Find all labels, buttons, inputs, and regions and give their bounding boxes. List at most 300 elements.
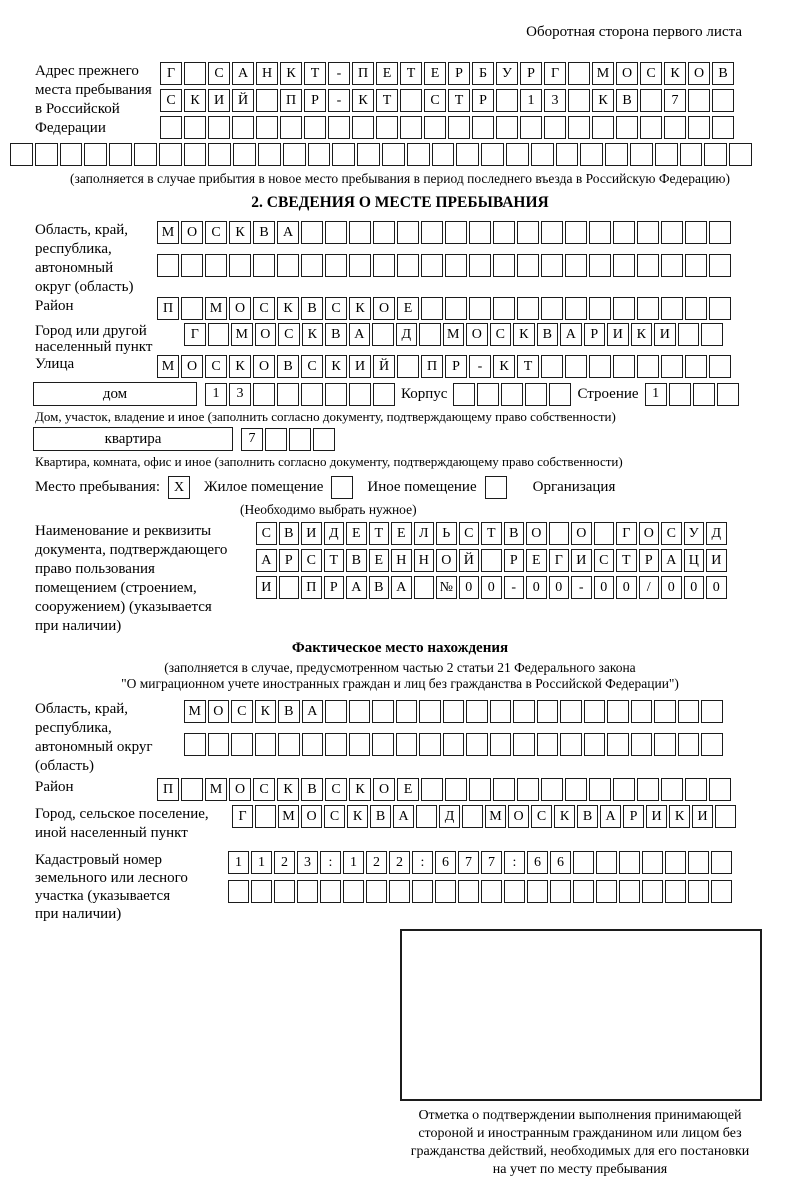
char-box [517, 254, 539, 277]
char-box: С [301, 355, 323, 378]
char-box: Р [472, 89, 494, 112]
char-box [685, 254, 707, 277]
section2-title: 2. СВЕДЕНИЯ О МЕСТЕ ПРЕБЫВАНИЯ [251, 194, 549, 211]
char-box: 6 [550, 851, 571, 874]
char-box [531, 143, 554, 166]
char-box [84, 143, 107, 166]
char-box: 7 [241, 428, 263, 451]
char-box: С [640, 62, 662, 85]
label-line: автономный округ [35, 739, 153, 756]
s2-oblast-label [35, 221, 157, 297]
label-line: Федерации [35, 120, 106, 136]
char-row [184, 323, 723, 346]
char-box: Е [391, 522, 412, 545]
label-line: Область, край, [35, 222, 129, 238]
char-box [485, 476, 507, 499]
char-box [637, 778, 659, 801]
char-row [241, 428, 335, 451]
char-box [616, 116, 638, 139]
char-box [283, 143, 306, 166]
char-box [181, 297, 203, 320]
char-box [184, 116, 206, 139]
char-box [573, 880, 594, 903]
char-box: Т [324, 549, 345, 572]
char-box [661, 221, 683, 244]
char-box [493, 221, 515, 244]
char-box [445, 297, 467, 320]
char-box: К [277, 297, 299, 320]
char-box: : [320, 851, 341, 874]
char-box: 7 [664, 89, 686, 112]
char-box [400, 116, 422, 139]
label-line: Наименование и реквизиты [35, 523, 212, 540]
char-box [301, 254, 323, 277]
char-box [661, 355, 683, 378]
char-box: Е [369, 549, 390, 572]
char-box: 7 [481, 851, 502, 874]
char-box [701, 733, 723, 756]
char-box: / [639, 576, 660, 599]
char-box [251, 880, 272, 903]
char-box: М [205, 778, 227, 801]
char-box [589, 221, 611, 244]
char-box: Г [232, 805, 253, 828]
char-row [228, 880, 732, 903]
char-box [448, 116, 470, 139]
char-box [544, 116, 566, 139]
s2-raion-label: Район [35, 298, 74, 314]
char-box: С [459, 522, 480, 545]
option-inoe-label: Иное помещение [367, 479, 477, 496]
char-box [160, 116, 182, 139]
char-box: М [231, 323, 253, 346]
char-box [416, 805, 437, 828]
dom-caption: Дом, участок, владение и иное (заполнить согласно документу, подтверждающему право собственности) [35, 409, 616, 425]
kadastr-grid [228, 851, 732, 903]
char-box [490, 700, 512, 723]
char-box: О [208, 700, 230, 723]
char-box [421, 778, 443, 801]
char-box [493, 254, 515, 277]
char-box [208, 323, 230, 346]
char-box [458, 880, 479, 903]
char-box [709, 778, 731, 801]
char-box: В [616, 89, 638, 112]
char-box: Т [616, 549, 637, 572]
char-box: Р [639, 549, 660, 572]
char-box: 1 [205, 383, 227, 406]
caption-line: Отметка о подтверждении выполнения принимающей [418, 1108, 742, 1124]
char-box: К [229, 221, 251, 244]
char-box: В [301, 778, 323, 801]
char-box: Р [324, 576, 345, 599]
char-box [389, 880, 410, 903]
char-box [613, 355, 635, 378]
char-box [640, 89, 662, 112]
char-box: К [280, 62, 302, 85]
label-line: земельного или лесного [35, 870, 188, 887]
char-box: 0 [459, 576, 480, 599]
char-box [709, 221, 731, 244]
char-box [157, 254, 179, 277]
char-box: А [600, 805, 621, 828]
char-box [373, 254, 395, 277]
char-box: О [181, 355, 203, 378]
char-box: О [301, 805, 322, 828]
char-box [541, 297, 563, 320]
char-box [469, 254, 491, 277]
char-box [688, 851, 709, 874]
char-box [665, 851, 686, 874]
char-box: Р [448, 62, 470, 85]
char-row [228, 851, 732, 874]
char-box [481, 549, 502, 572]
char-box: М [184, 700, 206, 723]
char-box [584, 733, 606, 756]
s2-dom-row [33, 382, 800, 406]
char-box [607, 700, 629, 723]
char-box [325, 700, 347, 723]
char-box [589, 778, 611, 801]
fakt-oblast-grid [184, 700, 723, 756]
stamp-caption [345, 1107, 800, 1179]
char-box: Р [520, 62, 542, 85]
s2-gorod-label [35, 323, 184, 355]
char-box [274, 880, 295, 903]
char-box [432, 143, 455, 166]
char-box [228, 880, 249, 903]
char-box: А [349, 323, 371, 346]
char-box [678, 733, 700, 756]
char-box [688, 116, 710, 139]
char-box [589, 355, 611, 378]
char-box [501, 383, 523, 406]
char-row [184, 733, 723, 756]
char-box [445, 778, 467, 801]
char-box [256, 116, 278, 139]
char-box [253, 383, 275, 406]
char-box [396, 733, 418, 756]
char-box [678, 700, 700, 723]
char-box [520, 116, 542, 139]
char-box: Ц [684, 549, 705, 572]
char-box [445, 254, 467, 277]
char-box [685, 221, 707, 244]
char-box [184, 143, 207, 166]
char-box: С [205, 221, 227, 244]
char-box [277, 254, 299, 277]
char-box [184, 733, 206, 756]
char-box [325, 383, 347, 406]
char-box: С [325, 778, 347, 801]
char-box: Е [424, 62, 446, 85]
s2-ulitsa-label: Улица [35, 356, 75, 372]
label-line: места пребывания [35, 82, 152, 98]
char-box: 6 [435, 851, 456, 874]
char-box [541, 355, 563, 378]
char-box [349, 221, 371, 244]
char-box [496, 116, 518, 139]
char-box [717, 383, 739, 406]
char-box: П [280, 89, 302, 112]
char-box: С [424, 89, 446, 112]
s2-raion-row [35, 297, 800, 320]
note-line: "О миграционном учете иностранных граждан и лиц без гражданства в Российской Федерации") [121, 676, 679, 692]
char-box: 3 [544, 89, 566, 112]
char-box [10, 143, 33, 166]
char-box [466, 733, 488, 756]
char-box: Н [256, 62, 278, 85]
char-box: С [278, 323, 300, 346]
char-box: О [229, 778, 251, 801]
char-box [421, 221, 443, 244]
char-box [565, 355, 587, 378]
char-box [372, 323, 394, 346]
char-box [527, 880, 548, 903]
prev-address-note: (заполняется в случае прибытия в новое место пребывания в период последнего въезда в Российскую Федерацию) [69, 171, 731, 186]
char-box [349, 733, 371, 756]
char-box: Е [346, 522, 367, 545]
char-box: М [157, 355, 179, 378]
char-box: В [278, 700, 300, 723]
char-box: Л [414, 522, 435, 545]
document-label [35, 522, 256, 636]
char-box [504, 880, 525, 903]
char-box [181, 778, 203, 801]
char-box [605, 143, 628, 166]
char-box: У [684, 522, 705, 545]
char-box: И [256, 576, 277, 599]
label-line: населенный пункт [35, 339, 153, 355]
char-box [631, 700, 653, 723]
char-box: А [302, 700, 324, 723]
char-box: 0 [481, 576, 502, 599]
char-box [607, 733, 629, 756]
char-box [580, 143, 603, 166]
s2-kvartira-row [33, 427, 800, 451]
char-box [506, 143, 529, 166]
char-box: П [352, 62, 374, 85]
char-box [709, 297, 731, 320]
char-box: 3 [229, 383, 251, 406]
char-box: И [692, 805, 713, 828]
char-box [208, 116, 230, 139]
char-box: Р [584, 323, 606, 346]
char-box [493, 297, 515, 320]
char-row-full-width [10, 143, 800, 166]
page-side-note: Оборотная сторона первого листа [526, 24, 742, 40]
char-box: 0 [526, 576, 547, 599]
char-box [412, 880, 433, 903]
char-box [565, 778, 587, 801]
char-row [645, 383, 739, 406]
char-box: 3 [297, 851, 318, 874]
fakt-kadastr-row [35, 851, 800, 923]
char-box: К [349, 297, 371, 320]
char-box [331, 476, 353, 499]
char-box [308, 143, 331, 166]
char-box: Й [232, 89, 254, 112]
char-row [157, 297, 731, 320]
char-box: К [493, 355, 515, 378]
char-box: И [571, 549, 592, 572]
char-box [568, 62, 590, 85]
char-box: А [661, 549, 682, 572]
char-box: С [324, 805, 345, 828]
label-line: сооружением) (указывается [35, 599, 212, 616]
char-box [256, 89, 278, 112]
char-box: О [373, 778, 395, 801]
char-box: К [302, 323, 324, 346]
label-line: иной населенный пункт [35, 825, 188, 842]
char-box [325, 221, 347, 244]
char-box [352, 116, 374, 139]
char-box: Г [616, 522, 637, 545]
char-box [159, 143, 182, 166]
char-box [109, 143, 132, 166]
char-box: И [654, 323, 676, 346]
char-box [594, 522, 615, 545]
char-box: Т [304, 62, 326, 85]
char-row [160, 89, 734, 112]
char-box: К [347, 805, 368, 828]
char-box [372, 700, 394, 723]
char-box: В [325, 323, 347, 346]
char-box: 1 [251, 851, 272, 874]
char-box [301, 221, 323, 244]
char-box [613, 221, 635, 244]
char-box: К [184, 89, 206, 112]
char-box: К [513, 323, 535, 346]
char-box: И [301, 522, 322, 545]
char-box [258, 143, 281, 166]
char-box: 1 [343, 851, 364, 874]
char-box: О [255, 323, 277, 346]
char-box: 0 [706, 576, 727, 599]
char-box [537, 700, 559, 723]
caption-line: гражданства действий, необходимых для его постановки [410, 1144, 750, 1160]
caption-line: на учет по месту пребывания [492, 1162, 668, 1178]
char-box [565, 221, 587, 244]
char-box: О [373, 297, 395, 320]
char-box: Й [459, 549, 480, 572]
char-box [332, 143, 355, 166]
char-box: : [412, 851, 433, 874]
char-box [560, 733, 582, 756]
label-line: при наличии) [35, 618, 122, 635]
char-box [661, 297, 683, 320]
char-box: С [256, 522, 277, 545]
label-line: автономный [35, 260, 114, 276]
char-box: Е [526, 549, 547, 572]
char-box [654, 733, 676, 756]
char-box [421, 254, 443, 277]
char-box [325, 733, 347, 756]
char-box: Р [279, 549, 300, 572]
char-box [589, 254, 611, 277]
char-box [424, 116, 446, 139]
char-box [481, 880, 502, 903]
prev-address-label [35, 62, 160, 138]
char-box: Г [549, 549, 570, 572]
char-box: О [253, 355, 275, 378]
char-box [289, 428, 311, 451]
char-box [550, 880, 571, 903]
char-box: В [253, 221, 275, 244]
char-box: 0 [594, 576, 615, 599]
char-box [655, 143, 678, 166]
char-box: И [607, 323, 629, 346]
char-box [712, 89, 734, 112]
char-row [453, 383, 571, 406]
label-line: Область, край, [35, 701, 129, 718]
char-box: Д [439, 805, 460, 828]
char-box: И [208, 89, 230, 112]
char-box: К [631, 323, 653, 346]
char-box [469, 778, 491, 801]
char-box [233, 143, 256, 166]
char-box [419, 733, 441, 756]
char-box [60, 143, 83, 166]
char-row [157, 355, 731, 378]
char-box: М [485, 805, 506, 828]
char-box [669, 383, 691, 406]
char-box: Й [373, 355, 395, 378]
char-box: Р [623, 805, 644, 828]
char-box [711, 851, 732, 874]
char-box [493, 778, 515, 801]
char-box: В [537, 323, 559, 346]
char-box [490, 733, 512, 756]
note-line: (заполняется в случае, предусмотренном частью 2 статьи 21 Федерального закона [164, 660, 636, 676]
char-box: Т [369, 522, 390, 545]
char-box: Е [397, 778, 419, 801]
char-box: С [160, 89, 182, 112]
char-box [255, 733, 277, 756]
char-box [414, 576, 435, 599]
char-box [549, 522, 570, 545]
char-box [343, 880, 364, 903]
char-box [278, 733, 300, 756]
char-box [277, 383, 299, 406]
label-line: помещением (строением, [35, 580, 197, 597]
char-box: О [639, 522, 660, 545]
char-box [297, 880, 318, 903]
char-row [157, 778, 731, 801]
char-box: А [393, 805, 414, 828]
prev-address-section [35, 62, 800, 139]
char-box [382, 143, 405, 166]
char-box: М [592, 62, 614, 85]
fakt-gorod-label [35, 805, 232, 843]
char-box [443, 700, 465, 723]
char-box [496, 89, 518, 112]
dom-field-label-box: дом [33, 382, 197, 406]
char-row [160, 116, 734, 139]
char-box: К [669, 805, 690, 828]
char-box [419, 700, 441, 723]
fakt-raion-label: Район [35, 779, 74, 796]
char-box: : [504, 851, 525, 874]
char-box [665, 880, 686, 903]
char-box: М [205, 297, 227, 320]
char-box [637, 355, 659, 378]
char-box [613, 778, 635, 801]
char-box [613, 297, 635, 320]
char-box [560, 700, 582, 723]
char-box [513, 733, 535, 756]
char-box: В [346, 549, 367, 572]
